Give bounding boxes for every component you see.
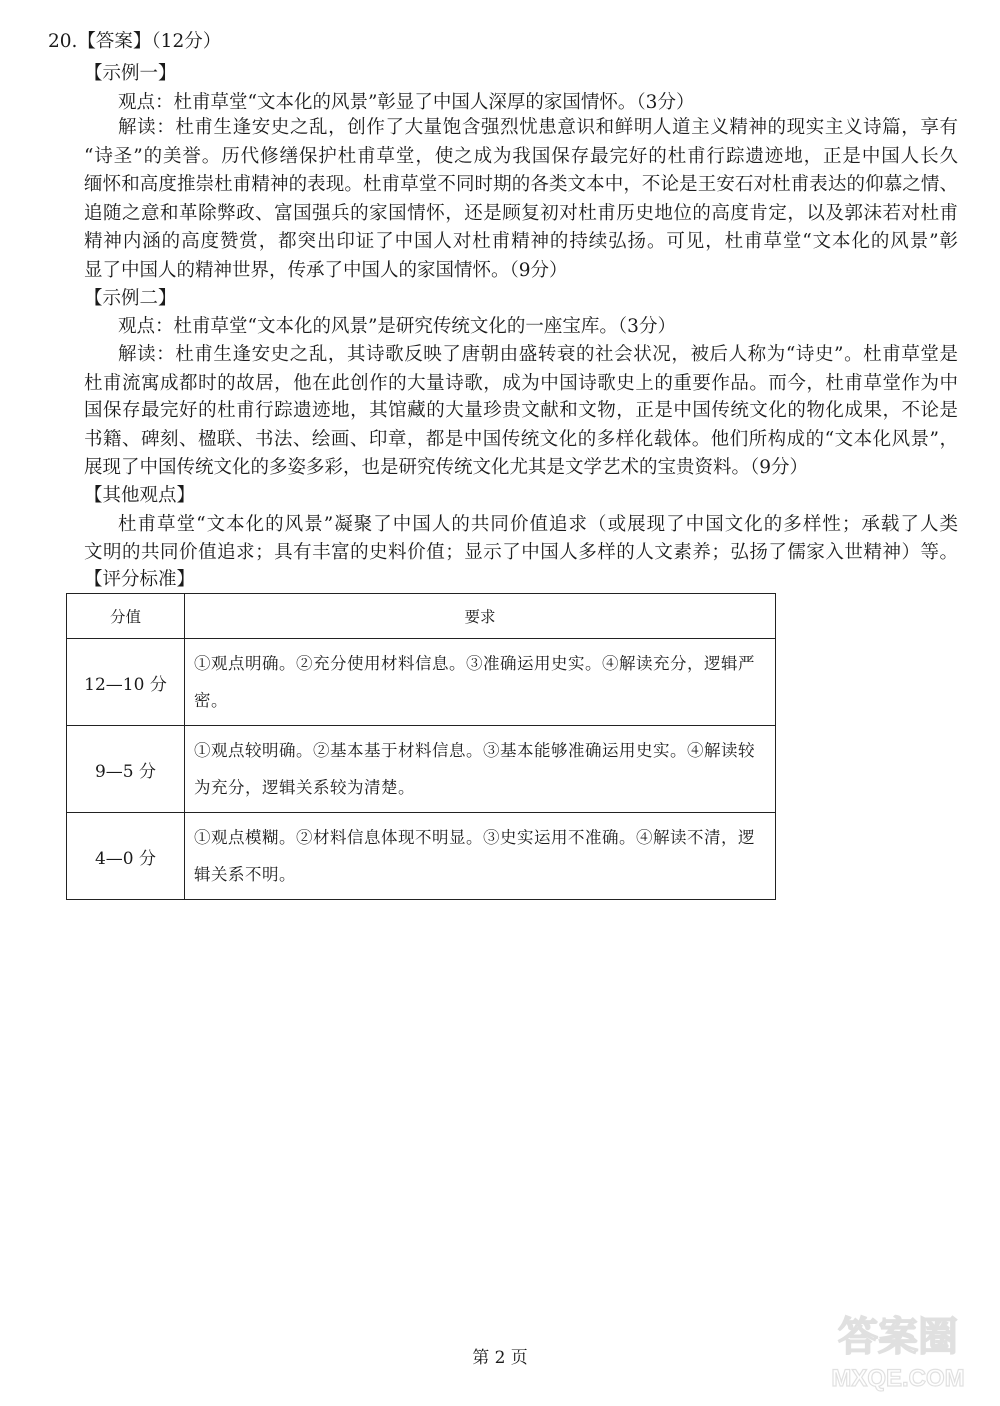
watermark-logo xyxy=(818,1306,978,1394)
rubric-score-cell: 4—0 分 xyxy=(67,813,185,900)
other-line: 杜甫草堂“文本化的风景”凝聚了中国人的共同价值追求（或展现了中国文化的多样性；承载了人类 xyxy=(118,514,958,535)
rubric-label: 【评分标准】 xyxy=(84,569,196,590)
example1-interp-line: 追随之意和革除弊政、富国强兵的家国情怀，还是顾复初对杜甫历史地位的高度肯定，以及郭沫若对杜甫 xyxy=(84,203,958,224)
example2-interp-line: 展现了中国传统文化的多姿多彩，也是研究传统文化尤其是文学艺术的宝贵资料。（9分） xyxy=(84,457,809,478)
rubric-header-row xyxy=(67,594,776,639)
rubric-requirement-cell: ①观点较明确。②基本基于材料信息。③基本能够准确运用史实。④解读较为充分，逻辑关系较为清楚。 xyxy=(185,726,776,813)
example1-interp-line: “诗圣”的美誉。历代修缮保护杜甫草堂，使之成为我国保存最完好的杜甫行踪遗迹地，正是中国人长久 xyxy=(84,146,958,167)
rubric-requirement-cell: ①观点明确。②充分使用材料信息。③准确运用史实。④解读充分，逻辑严密。 xyxy=(185,639,776,726)
other-line: 文明的共同价值追求；具有丰富的史料价值；显示了中国人多样的人文素养；弘扬了儒家入世精神）等。 xyxy=(84,542,958,563)
rubric-col-score-header: 分值 xyxy=(67,594,185,639)
example2-label: 【示例二】 xyxy=(84,288,177,309)
example1-interp-line: 解读：杜甫生逢安史之乱，创作了大量饱含强烈忧患意识和鲜明人道主义精神的现实主义诗篇，享有 xyxy=(118,117,958,138)
example2-interp-line: 国保存最完好的杜甫行踪遗迹地，其馆藏的大量珍贵文献和文物，正是中国传统文化的物化成果，不论是 xyxy=(84,400,958,421)
example1-interp-line: 显了中国人的精神世界，传承了中国人的家国情怀。（9分） xyxy=(84,260,568,281)
rubric-requirement-cell: ①观点模糊。②材料信息体现不明显。③史实运用不准确。④解读不清，逻辑关系不明。 xyxy=(185,813,776,900)
example1-viewpoint: 观点：杜甫草堂“文本化的风景”彰显了中国人深厚的家国情怀。（3分） xyxy=(118,92,695,113)
rubric-table xyxy=(66,593,776,900)
other-label: 【其他观点】 xyxy=(84,485,196,506)
example2-interp-line: 解读：杜甫生逢安史之乱，其诗歌反映了唐朝由盛转衰的社会状况，被后人称为“诗史”。杜甫草堂是 xyxy=(118,344,958,365)
rubric-score-cell: 9—5 分 xyxy=(67,726,185,813)
table-row xyxy=(67,813,776,900)
watermark-main-text: 答案圈 xyxy=(838,1315,958,1359)
rubric-col-requirement-header: 要求 xyxy=(185,594,776,639)
question-header: 20.【答案】（12分） xyxy=(48,31,222,52)
watermark-sub-text: MXQE.COM xyxy=(831,1365,965,1392)
example1-label: 【示例一】 xyxy=(84,63,177,84)
rubric-score-cell: 12—10 分 xyxy=(67,639,185,726)
example2-interp-line: 书籍、碑刻、楹联、书法、绘画、印章，都是中国传统文化的多样化载体。他们所构成的“文本化风景”， xyxy=(84,429,958,450)
table-row xyxy=(67,639,776,726)
page-number: 第 2 页 xyxy=(472,1348,528,1368)
example1-interp-line: 精神内涵的高度赞赏，都突出印证了中国人对杜甫精神的持续弘扬。可见，杜甫草堂“文本化的风景”彰 xyxy=(84,231,958,252)
table-row xyxy=(67,726,776,813)
example1-interp-line: 缅怀和高度推崇杜甫精神的表现。杜甫草堂不同时期的各类文本中，不论是王安石对杜甫表达的仰慕之情、 xyxy=(84,174,958,195)
example2-viewpoint: 观点：杜甫草堂“文本化的风景”是研究传统文化的一座宝库。（3分） xyxy=(118,316,676,337)
example2-interp-line: 杜甫流寓成都时的故居，他在此创作的大量诗歌，成为中国诗歌史上的重要作品。而今，杜甫草堂作为中 xyxy=(84,373,958,394)
